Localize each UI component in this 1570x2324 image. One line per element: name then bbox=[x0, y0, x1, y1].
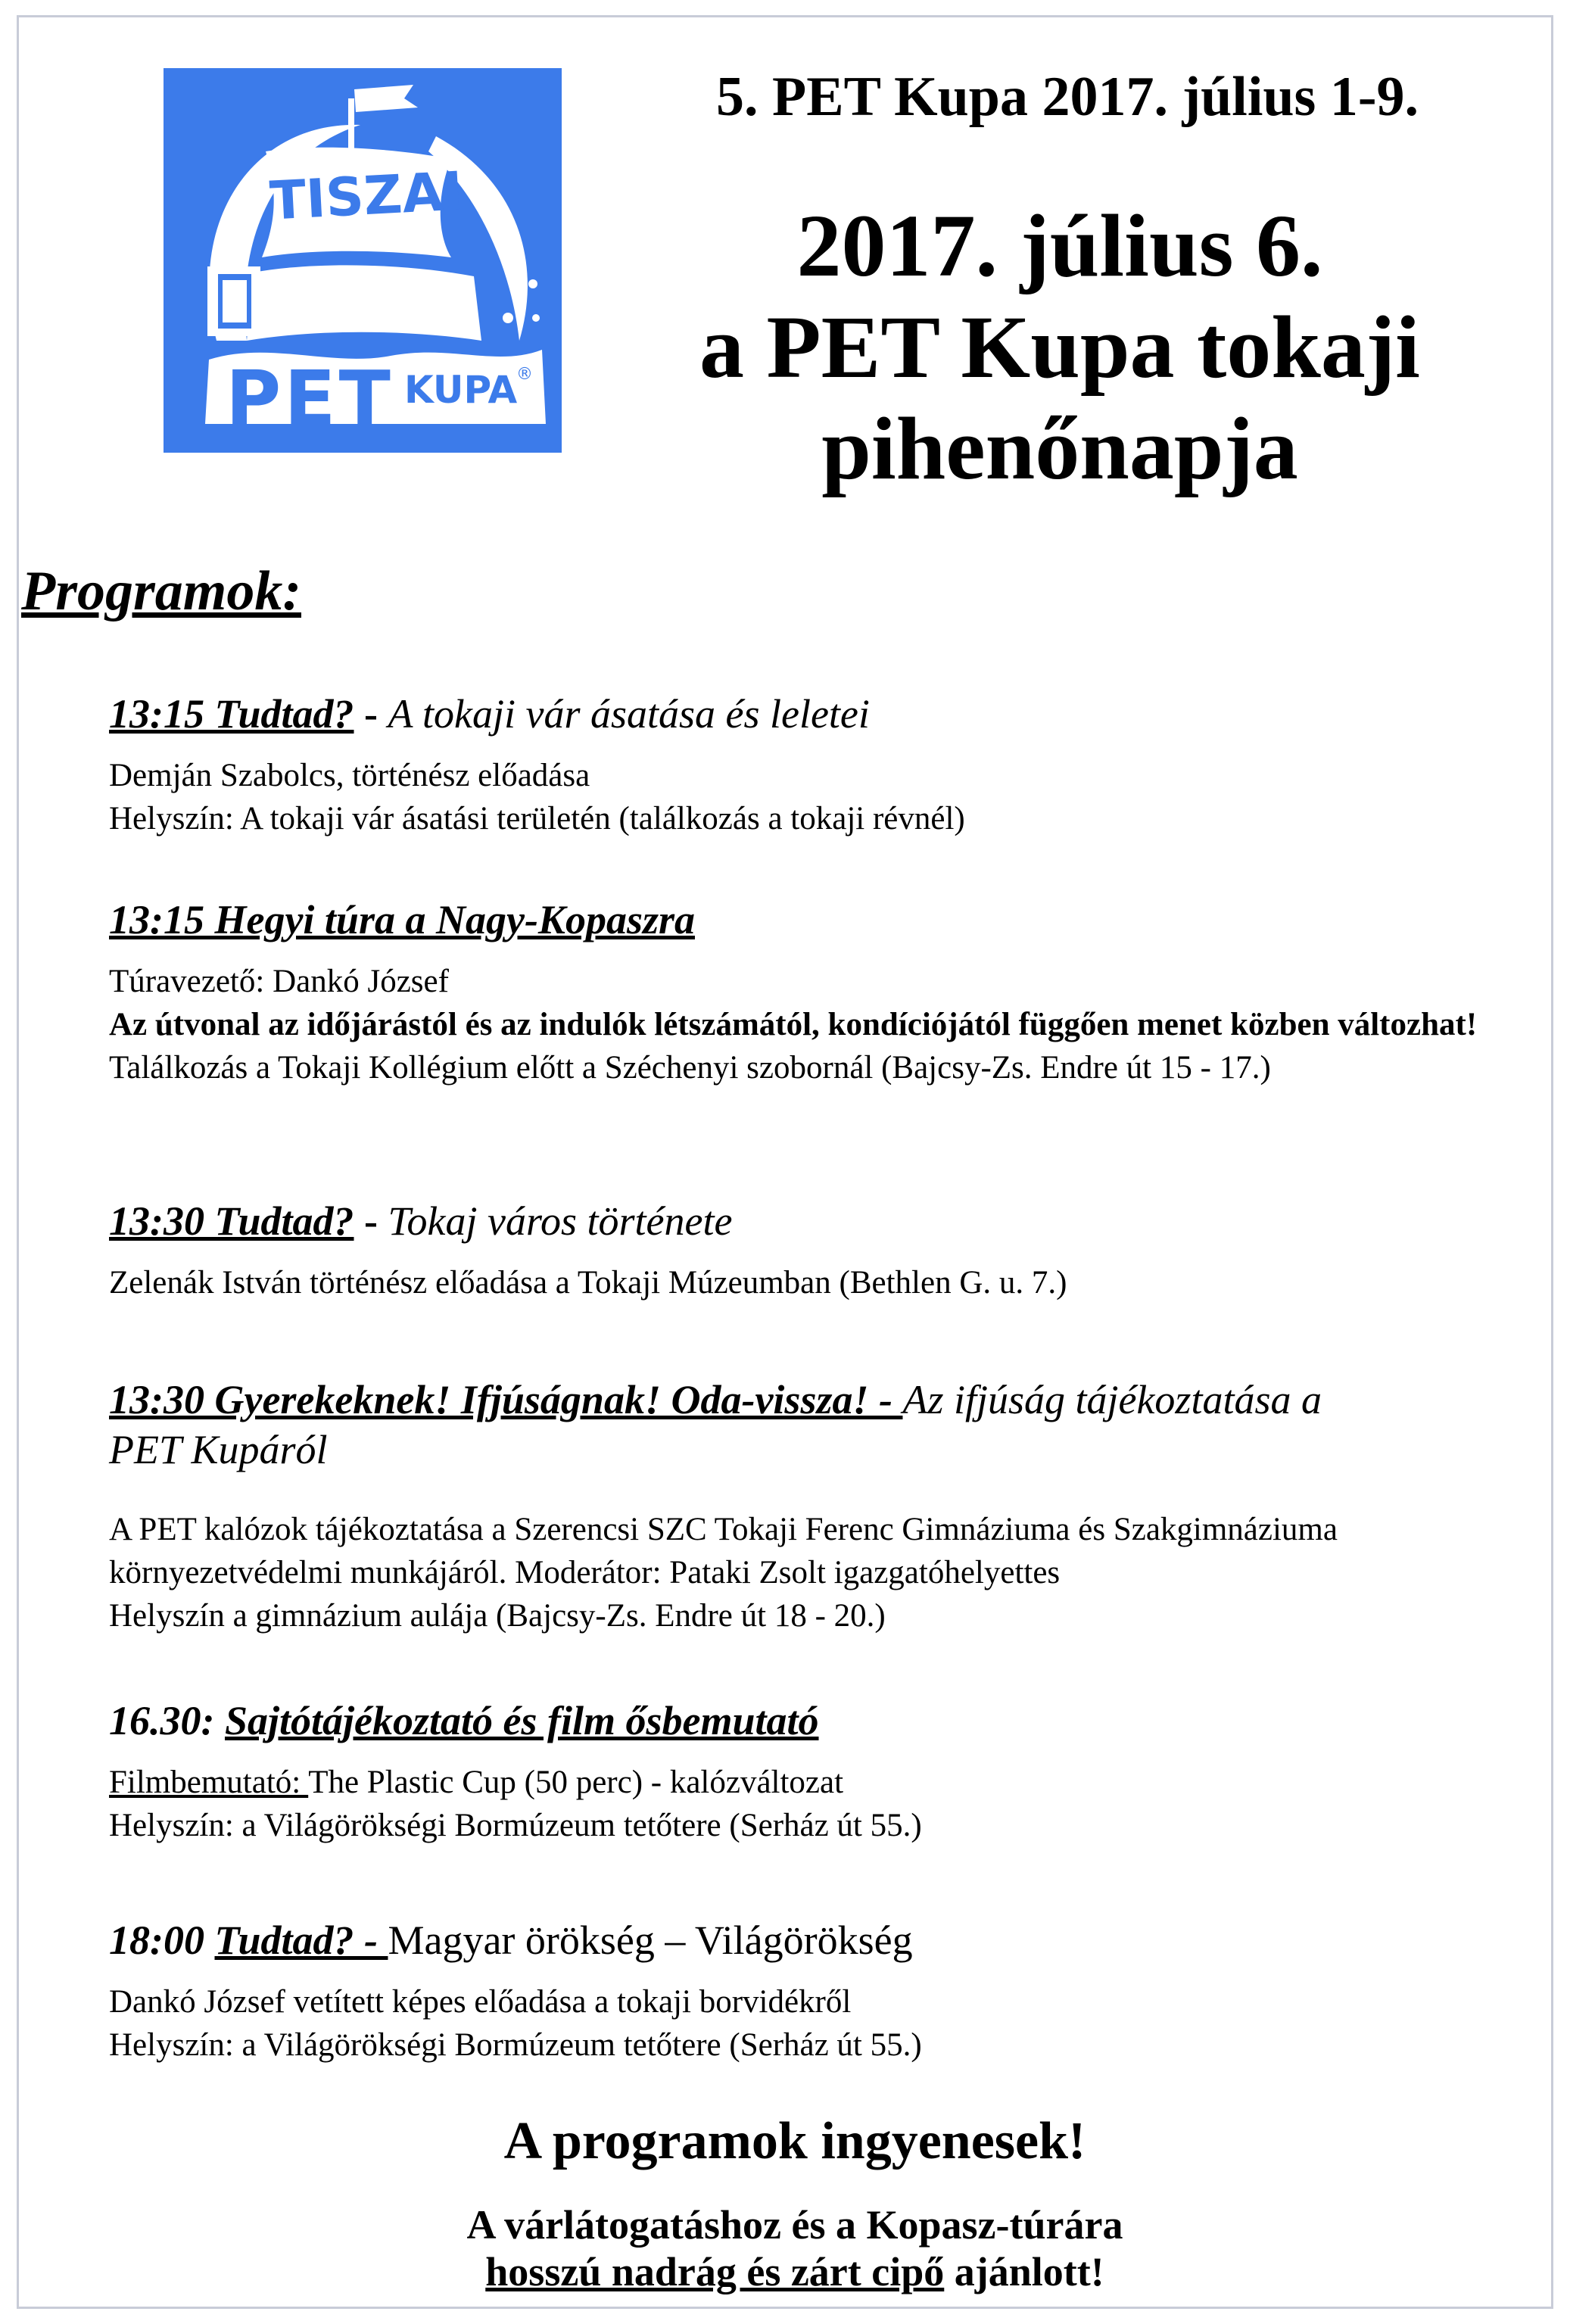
program-title bbox=[109, 690, 1540, 737]
program-subtitle: Az ifjúság tájékoztatása a bbox=[902, 1377, 1322, 1422]
logo-registered-mark: ® bbox=[516, 365, 533, 384]
program-detail-line: környezetvédelmi munkájáról. Moderátor: Pataki Zsolt igazgatóhelyettes bbox=[109, 1555, 1061, 1590]
program-location: Helyszín: a Világörökségi Bormúzeum tetőtere (Serház út 55.) bbox=[109, 2027, 922, 2063]
program-separator: - bbox=[354, 691, 388, 737]
program-item bbox=[109, 1198, 1540, 1304]
program-title bbox=[109, 896, 1540, 943]
logo-text-kupa: KUPA bbox=[404, 368, 518, 412]
logo-text-pet: PET bbox=[226, 354, 394, 443]
program-time-title: Sajtótájékoztató és film ősbemutató bbox=[224, 1698, 819, 1743]
program-separator: - bbox=[354, 1198, 388, 1244]
clothing-advice-emphasis: hosszú nadrág és zárt cipő bbox=[485, 2249, 945, 2294]
program-time-title: 13:30 Tudtad? bbox=[109, 1198, 354, 1244]
free-programs-notice: A programok ingyenesek! bbox=[503, 2112, 1086, 2170]
program-item bbox=[109, 1375, 1540, 1637]
program-guide: Túravezető: Dankó József bbox=[109, 964, 449, 999]
event-dates: 5. PET Kupa 2017. július 1-9. bbox=[716, 66, 1419, 128]
program-subtitle: Tokaj város története bbox=[388, 1198, 733, 1244]
program-film-line bbox=[109, 1761, 1540, 1804]
program-details bbox=[109, 1761, 1540, 1847]
program-subtitle: A tokaji vár ásatása és leletei bbox=[388, 691, 870, 737]
program-item bbox=[109, 1697, 1540, 1847]
program-title bbox=[109, 1375, 1540, 1475]
program-location: Helyszín: a Világörökségi Bormúzeum tetőtere (Serház út 55.) bbox=[109, 1808, 922, 1843]
logo-text-tiszai: TISZAI bbox=[268, 160, 465, 232]
program-item bbox=[109, 690, 1540, 840]
program-location: Helyszín: A tokaji vár ásatási területén (találkozás a tokaji révnél) bbox=[109, 801, 965, 836]
program-details bbox=[109, 960, 1540, 1089]
program-subtitle-continued: PET Kupáról bbox=[109, 1427, 328, 1472]
program-details bbox=[109, 754, 1540, 840]
program-warning: Az útvonal az időjárástól és az indulók létszámától, kondíciójától függően menet közben változhat! bbox=[109, 1007, 1478, 1042]
page-title-line-1: 2017. július 6. bbox=[796, 196, 1323, 295]
program-item bbox=[109, 1917, 1540, 2067]
program-time-title: Tudtad? - bbox=[214, 1917, 388, 1963]
program-time: 16.30: bbox=[109, 1698, 225, 1743]
page-title-line-3: pihenőnapja bbox=[821, 399, 1298, 498]
page-title bbox=[598, 195, 1522, 500]
clothing-advice-line-2 bbox=[227, 2247, 1363, 2297]
film-label: Filmbemutató: bbox=[109, 1765, 309, 1800]
page-title-line-2: a PET Kupa tokaji bbox=[699, 298, 1420, 397]
program-subtitle: Magyar örökség – Világörökség bbox=[388, 1917, 913, 1963]
tiszai-pet-kupa-logo bbox=[164, 68, 562, 453]
program-title bbox=[109, 1917, 1540, 1964]
program-title bbox=[109, 1697, 1540, 1744]
program-details bbox=[109, 1261, 1540, 1304]
program-details bbox=[109, 1980, 1540, 2067]
program-detail-line: Dankó József vetített képes előadása a tokaji borvidékről bbox=[109, 1984, 852, 2020]
programs-heading: Programok: bbox=[21, 560, 301, 622]
program-detail-line: Zelenák István történész előadása a Tokaji Múzeumban (Bethlen G. u. 7.) bbox=[109, 1265, 1067, 1301]
program-title bbox=[109, 1198, 1540, 1245]
program-time: 18:00 bbox=[109, 1917, 215, 1963]
clothing-advice-end: ajánlott! bbox=[944, 2249, 1104, 2294]
film-title: The Plastic Cup (50 perc) - kalózváltozat bbox=[308, 1765, 844, 1800]
program-detail-line: A PET kalózok tájékoztatása a Szerencsi SZC Tokaji Ferenc Gimnáziuma és Szakgimnáziuma bbox=[109, 1512, 1338, 1547]
program-time-title: 13:15 Hegyi túra a Nagy-Kopaszra bbox=[109, 897, 695, 942]
program-time-title: 13:30 Gyerekeknek! Ifjúságnak! Oda-vissza! - bbox=[109, 1377, 903, 1422]
program-location: Helyszín a gimnázium aulája (Bajcsy-Zs. Endre út 18 - 20.) bbox=[109, 1598, 886, 1634]
program-details bbox=[109, 1508, 1540, 1637]
program-detail-line: Demján Szabolcs, történész előadása bbox=[109, 758, 590, 793]
clothing-advice-line-1: A várlátogatáshoz és a Kopasz-túrára bbox=[466, 2202, 1123, 2248]
program-time-title: 13:15 Tudtad? bbox=[109, 691, 354, 737]
program-item bbox=[109, 896, 1540, 1089]
program-meeting-point: Találkozás a Tokaji Kollégium előtt a Széchenyi szobornál (Bajcsy-Zs. Endre út 15 - 17.) bbox=[109, 1050, 1271, 1086]
